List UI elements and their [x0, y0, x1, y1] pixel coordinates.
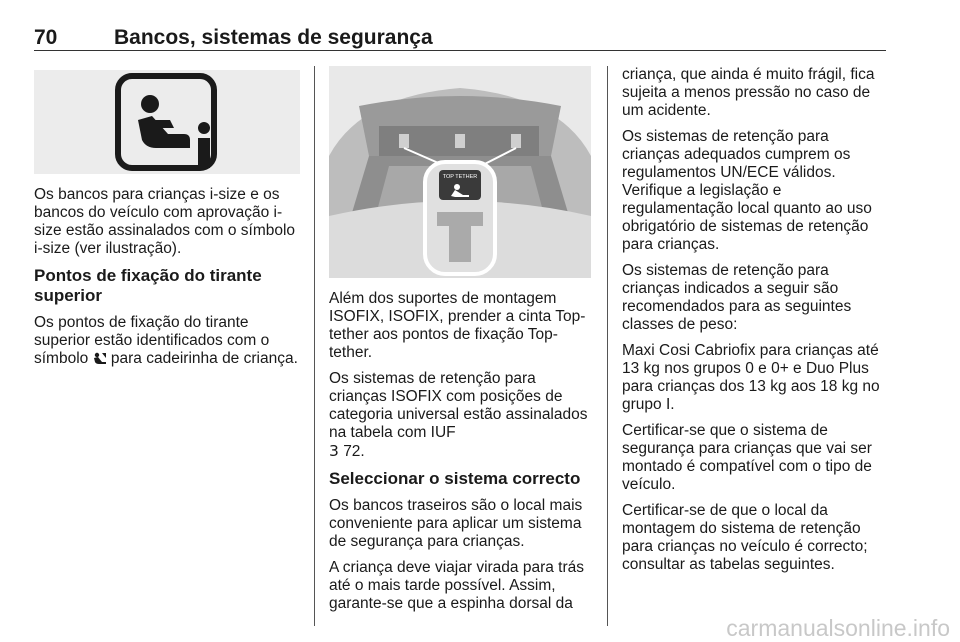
paragraph-text: Os pontos de fixação do tirante superior estão identificados com o símbolo	[34, 314, 270, 367]
paragraph: Além dos suportes de montagem ISOFIX, ISOFIX, prender a cinta Top-tether aos pontos de fixação Top-tether.	[329, 290, 586, 361]
child-seat-icon	[93, 352, 107, 365]
trunk-anchor-illustration	[329, 66, 591, 278]
header-rule	[34, 50, 886, 51]
section-heading: Seleccionar o sistema correcto	[329, 469, 581, 488]
page-header	[34, 16, 886, 50]
i-size-illustration	[34, 70, 300, 174]
i-size-icon	[34, 70, 300, 174]
paragraph: Os bancos traseiros são o local mais conveniente para aplicar um sistema de segurança para crianças.	[329, 497, 583, 550]
column-divider	[607, 66, 608, 626]
column-2	[329, 290, 595, 621]
page-reference[interactable]: 72.	[343, 443, 365, 460]
paragraph	[329, 370, 595, 461]
paragraph-text: Os sistemas de retenção para crianças ISOFIX com posições de categoria universal estão assinalados na tabela com IUF	[329, 370, 588, 441]
trunk-badge-label: TOP TETHER	[442, 174, 478, 180]
paragraph-text: para cadeirinha de criança.	[110, 350, 298, 367]
page-number: 70	[34, 26, 58, 49]
paragraph: Os bancos para crianças i-size e os bancos do veículo com aprovação i-size estão assinalados com o símbolo i-size (ver ilustração).	[34, 186, 296, 257]
page-ref-arrow-icon: 3	[329, 442, 339, 460]
paragraph: Certificar-se de que o local da montagem do sistema de retenção para crianças no veículo é correcto; consultar as tabelas seguintes.	[622, 502, 868, 573]
paragraph	[34, 314, 300, 368]
paragraph: A criança deve viajar virada para trás até o mais tarde possível. Assim, garante-se que a espinha dorsal da	[329, 559, 585, 612]
paragraph: Certificar-se que o sistema de segurança para crianças que vai ser montado é compatível com o tipo de veículo.	[622, 422, 872, 493]
paragraph: Os sistemas de retenção para crianças indicados a seguir são recomendados para as seguintes classes de peso:	[622, 262, 852, 333]
trunk-illustration	[329, 66, 591, 278]
chapter-title: Bancos, sistemas de segurança	[114, 26, 433, 49]
paragraph: Os sistemas de retenção para crianças adequados cumprem os regulamentos UN/ECE válidos. Verifique a legislação e regulamentação local quanto ao uso obrigatório de sistemas de retenção para crianças.	[622, 128, 872, 253]
watermark: carmanualsonline.info	[726, 615, 950, 641]
paragraph: Maxi Cosi Cabriofix para crianças até 13 kg nos grupos 0 e 0+ e Duo Plus para crianças dos 13 kg aos 18 kg no grupo I.	[622, 342, 880, 413]
paragraph: criança, que ainda é muito frágil, fica sujeita a menos pressão no caso de um acidente.	[622, 66, 875, 119]
section-heading: Pontos de fixação do tirante superior	[34, 266, 262, 305]
column-1	[34, 186, 300, 376]
column-3	[622, 66, 888, 582]
column-divider	[314, 66, 315, 626]
